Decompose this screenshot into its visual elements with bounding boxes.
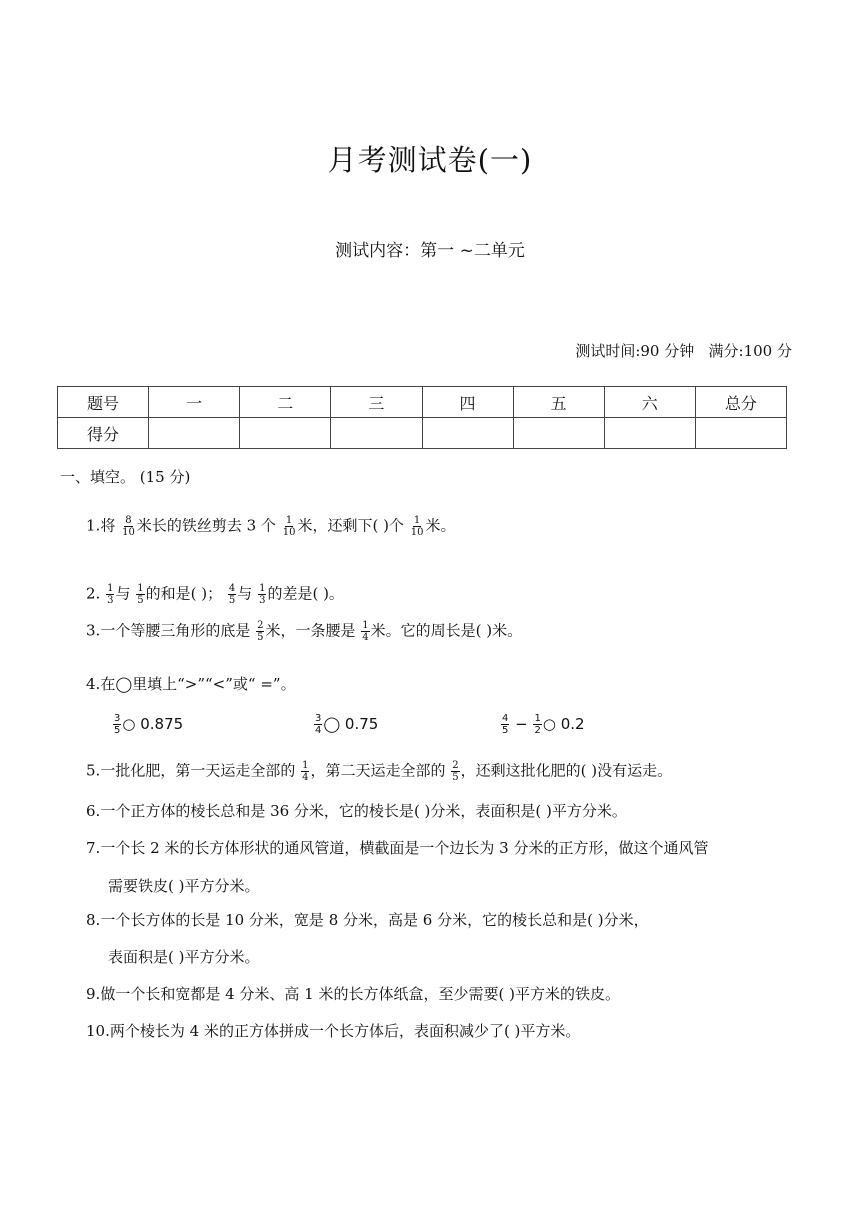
comparison-item-3 xyxy=(500,713,585,736)
score-cell xyxy=(331,418,422,449)
score-cell xyxy=(604,418,695,449)
header-cell: 五 xyxy=(513,387,604,418)
page-title: 月考测试卷(一) xyxy=(327,143,533,177)
question-5 xyxy=(86,760,672,783)
operator: − xyxy=(510,715,533,733)
test-scope: 测试内容：第一 ~二单元 xyxy=(335,241,525,261)
score-cell xyxy=(422,418,513,449)
fraction: $\frac{1}{3}$ xyxy=(259,583,266,606)
score-table-header-row xyxy=(58,387,787,418)
fraction: $\frac{4}{5}$ xyxy=(228,583,236,606)
question-1 xyxy=(86,515,455,538)
question-text: 米。它的周长是( )米。 xyxy=(370,621,523,640)
question-text: 米，还剩下( )个 xyxy=(297,516,404,535)
question-number: 7. xyxy=(86,839,101,857)
question-text: 一批化肥，第一天运走全部的 xyxy=(100,761,296,780)
question-number: 5. xyxy=(86,761,101,780)
question-text: 米长的铁丝剪去 3 个 xyxy=(136,516,276,535)
comparison-expression: ◯ 0.75 xyxy=(323,715,379,733)
question-text: 一个长方体的长是 10 分米，宽是 8 分米，高是 6 分米，它的棱长总和是( )分米， xyxy=(100,911,649,929)
question-6 xyxy=(86,801,627,821)
score-cell xyxy=(149,418,240,449)
score-cell xyxy=(695,418,786,449)
question-number: 10. xyxy=(86,1022,110,1040)
fraction: $\frac{1}{2}$ xyxy=(534,713,541,736)
fraction: $\frac{1}{10}$ xyxy=(282,515,296,538)
question-9 xyxy=(86,984,620,1004)
question-4 xyxy=(86,674,296,694)
question-text: 的和是( )； xyxy=(145,584,223,603)
header-cell: 三 xyxy=(331,387,422,418)
fraction: $\frac{4}{5}$ xyxy=(502,713,509,736)
question-number: 1. xyxy=(86,516,101,535)
question-text: 做一个长和宽都是 4 分米、高 1 米的长方体纸盒，至少需要( )平方米的铁皮。 xyxy=(100,985,620,1003)
question-text: 两个棱长为 4 米的正方体拼成一个长方体后，表面积减少了( )平方米。 xyxy=(109,1022,581,1040)
fraction: $\frac{1}{3}$ xyxy=(107,583,114,606)
header-cell: 总分 xyxy=(695,387,786,418)
question-3 xyxy=(86,620,522,643)
score-table-score-row xyxy=(58,418,787,449)
fraction: $\frac{2}{5}$ xyxy=(257,620,264,643)
question-number: 4. xyxy=(86,675,101,693)
question-text: 一个长 2 米的长方体形状的通风管道，横截面是一个边长为 3 分米的正方形，做这个通风管 xyxy=(100,839,709,857)
comparison-item-1 xyxy=(112,713,183,736)
header-cell: 二 xyxy=(240,387,331,418)
question-8 xyxy=(86,910,649,930)
fraction: $\frac{1}{5}$ xyxy=(137,583,144,606)
question-8-continued: 表面积是( )平方分米。 xyxy=(108,948,260,966)
comparison-expression: ○ 0.875 xyxy=(122,715,184,733)
fraction: $\frac{3}{5}$ xyxy=(114,713,121,736)
question-7 xyxy=(86,838,708,858)
question-text: 米，一条腰是 xyxy=(265,621,356,640)
row-label: 得分 xyxy=(58,418,149,449)
fraction: $\frac{1}{4}$ xyxy=(302,760,309,783)
comparison-expression: ○ 0.2 xyxy=(542,715,585,733)
question-10 xyxy=(86,1021,580,1041)
score-cell xyxy=(240,418,331,449)
question-text: 米。 xyxy=(425,516,456,535)
question-number: 2. xyxy=(86,584,101,603)
test-time-and-score: 测试时间:90 分钟 满分:100 分 xyxy=(575,342,792,360)
question-text: 在◯里填上“>”“<”或“ =”。 xyxy=(100,675,296,693)
fraction: $\frac{1}{10}$ xyxy=(410,515,424,538)
fraction: $\frac{2}{5}$ xyxy=(452,760,459,783)
question-number: 8. xyxy=(86,911,101,929)
fraction: $\frac{1}{4}$ xyxy=(362,620,369,643)
question-text: 与 xyxy=(237,584,253,603)
question-2 xyxy=(86,583,344,606)
question-number: 3. xyxy=(86,621,101,640)
question-text: ，第二天运走全部的 xyxy=(310,761,446,780)
header-cell: 六 xyxy=(604,387,695,418)
question-number: 9. xyxy=(86,985,101,1003)
question-text: 的差是( )。 xyxy=(267,584,344,603)
comparison-item-2 xyxy=(313,713,378,736)
header-cell: 一 xyxy=(149,387,240,418)
question-text: 将 xyxy=(100,516,116,535)
fraction: $\frac{8}{10}$ xyxy=(122,515,135,538)
question-7-continued: 需要铁皮( )平方分米。 xyxy=(108,877,260,895)
score-cell xyxy=(513,418,604,449)
header-cell: 四 xyxy=(422,387,513,418)
header-cell: 题号 xyxy=(58,387,149,418)
question-text: 一个正方体的棱长总和是 36 分米，它的棱长是( )分米，表面积是( )平方分米。 xyxy=(100,802,627,820)
question-number: 6. xyxy=(86,802,101,820)
question-text: 一个等腰三角形的底是 xyxy=(100,621,251,640)
question-text: 与 xyxy=(115,584,131,603)
fraction: $\frac{3}{4}$ xyxy=(315,713,322,736)
question-text: ，还剩这批化肥的( )没有运走。 xyxy=(460,761,673,780)
score-table xyxy=(57,386,787,449)
section-heading: 一、填空。 (15 分) xyxy=(60,468,191,486)
